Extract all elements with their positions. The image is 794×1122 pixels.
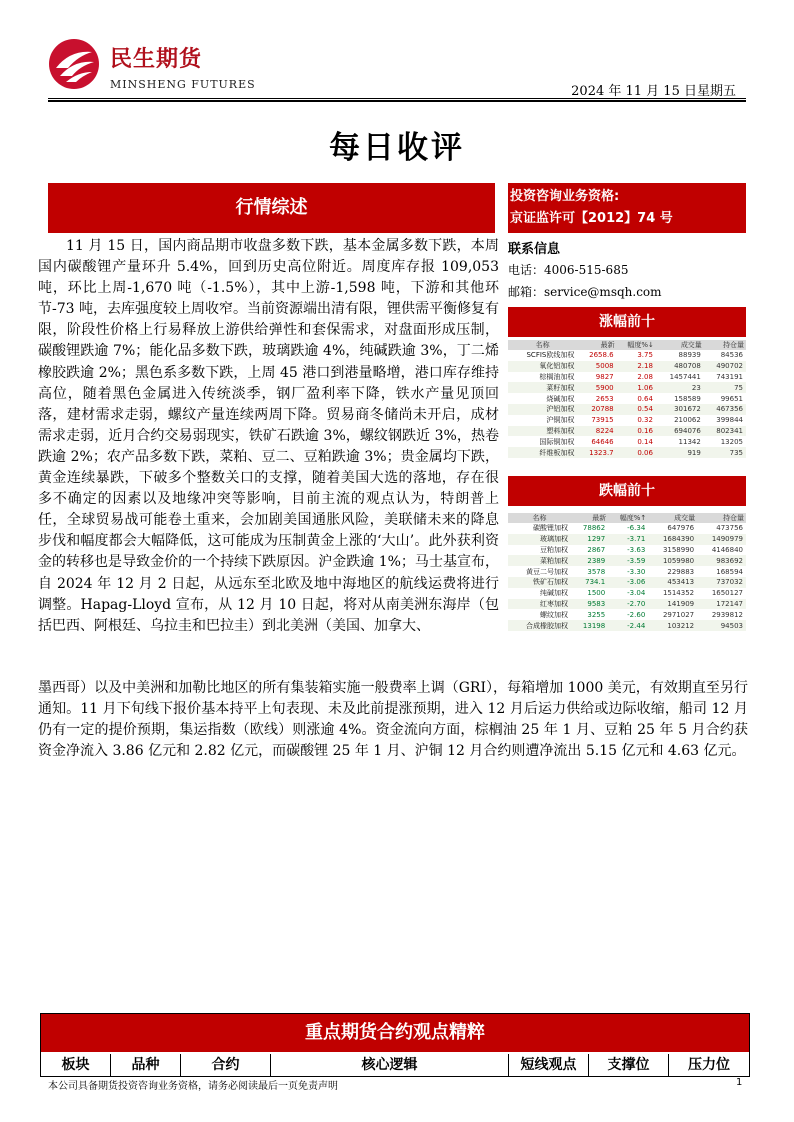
gainers-cell: 0.64 [637, 394, 653, 403]
losers-cell: -3.63 [627, 545, 646, 554]
contract-name: 国际铜加权 [539, 437, 575, 446]
key-contracts-columns [41, 1054, 749, 1076]
qualification-line-1: 投资咨询业务资格: [510, 189, 620, 204]
key-contracts-col-header: 板块 [41, 1054, 111, 1076]
contract-name: 合成橡胶加权 [508, 620, 571, 631]
contact-phone: 电话：4006-515-685 [508, 263, 629, 277]
key-contracts-col-header: 合约 [181, 1054, 271, 1076]
gainers-cell: 480708 [656, 361, 704, 372]
gainers-row [508, 372, 746, 383]
gainers-cell: 1323.7 [577, 447, 616, 458]
losers-cell: 2389 [571, 555, 608, 566]
losers-col-header: 成交量 [648, 513, 697, 523]
contract-name: 碳酸锂加权 [533, 524, 569, 533]
contract-name: 沪铝加权 [508, 404, 577, 415]
losers-cell: 13198 [571, 620, 608, 631]
losers-row [508, 609, 746, 620]
brand-name-cn: 民生期货 [110, 47, 203, 72]
brand-logo [48, 38, 256, 98]
losers-row [508, 545, 746, 556]
key-contracts-col-header: 核心逻辑 [271, 1054, 509, 1076]
losers-cell: 734.1 [571, 577, 608, 588]
contract-name: 螺纹加权 [540, 610, 569, 619]
losers-row [508, 577, 746, 588]
key-contracts-col-header: 品种 [111, 1054, 181, 1076]
losers-col-header: 持仓量 [697, 513, 746, 523]
gainers-cell: 5008 [577, 361, 616, 372]
losers-cell: 1500 [587, 589, 606, 598]
contract-name: 棕榈油加权 [539, 372, 575, 381]
gainers-row [508, 393, 746, 404]
key-contracts-col-header: 短线观点 [509, 1054, 589, 1076]
minsheng-logo-icon [48, 38, 100, 90]
gainers-cell: 9827 [595, 372, 614, 381]
losers-row [508, 588, 746, 599]
gainers-col-header: 幅度%↓ [617, 340, 656, 350]
losers-cell: -2.70 [608, 599, 648, 610]
contract-name: 菜粕加权 [508, 555, 571, 566]
contract-name: 塑料加权 [508, 426, 577, 437]
gainers-cell: 11342 [678, 437, 701, 446]
gainers-cell: 802341 [704, 426, 746, 437]
losers-col-header: 最新 [571, 513, 608, 523]
gainers-cell: 8224 [577, 426, 616, 437]
losers-cell: 737032 [697, 577, 746, 588]
market-overview-paragraph: 11 月 15 日，国内商品期市收盘多数下跌，基本金属多数下跌，本周国内碳酸锂产量环升 5.4%，回到历史高位附近。周度库存报 109,053 吨，环比上周-1,670 吨（-1.5%），其中上游-1,598 吨，下游和其他环节-73 吨，去库强度较上周收窄。当前资源端出清有限，锂供需平衡修复有限，阶段性价格上行易释放上游供给弹性和套保需求，对盘面形成压制，碳酸锂跌逾 7%；能化品多数下跌，玻璃跌逾 4%，纯碱跌逾 3%，丁二烯橡胶跌逾 2%；黑色系多数下跌，上周 45 港口到港量略增，港口库存维持高位，随着黑色金属进入传统淡季，钢厂盈利率下降，铁水产量见顶回落，建材需求走弱，螺纹产量连续两周下降。贸易商冬储尚未开启，成材需求走弱，近月合约交易弱现实，铁矿石跌逾 3%，螺纹钢跌近 3%，热卷跌逾 2%；农产品多数下跌，菜粕、豆二、豆粕跌逾 3%；贵金属均下跌，黄金连续暴跌，下破多个整数关口的支撑，随着美国大选的落地，存在很多不确定的因素以及地缘冲突等影响，目前主流的观点认为，特朗普上任，全球贸易战可能卷土重来，会加剧美国通胀风险，美联储未来的降息步伐和幅度都会大幅降低，这可能成为压制黄金上涨的‘大山’。此外获利资金的转移也是导致金价的一个持续下跌原因。沪金跌逾 1%；马士基宣布，自 2024 年 12 月 2 日起，从远东至北欧及地中海地区的航线运费将进行调整。Hapag-Lloyd 宣布，从 12 月 10 日起，将对从南美洲东海岸（包括巴西、阿根廷、乌拉圭和巴拉圭）到北美洲（美国、加拿大、 [38, 238, 499, 634]
page-title: 每日收评 [329, 130, 465, 166]
losers-cell: 453413 [648, 577, 697, 588]
gainers-cell: 73915 [591, 416, 614, 425]
losers-cell: -3.71 [608, 534, 648, 545]
gainers-row [508, 436, 746, 447]
gainers-cell: 99651 [720, 394, 743, 403]
gainers-row [508, 404, 746, 415]
losers-cell: -6.34 [627, 524, 646, 533]
gainers-cell: 0.54 [617, 404, 656, 415]
gainers-cell: 210062 [674, 416, 701, 425]
losers-cell: 172147 [697, 599, 746, 610]
contract-name: 烧碱加权 [546, 394, 575, 403]
gainers-cell: 694076 [656, 426, 704, 437]
gainers-cell: 2653 [595, 394, 614, 403]
losers-heading: 跌幅前十 [508, 476, 746, 506]
losers-cell: -2.44 [608, 620, 648, 631]
qualification-box [508, 183, 746, 233]
losers-cell: 2867 [587, 545, 606, 554]
losers-cell: -2.60 [627, 610, 646, 619]
gainers-cell: 75 [704, 382, 746, 393]
gainers-cell: 1457441 [669, 372, 701, 381]
gainers-cell: 301672 [656, 404, 704, 415]
losers-cell: 1490979 [697, 534, 746, 545]
gainers-cell: 2.08 [637, 372, 653, 381]
gainers-cell: 467356 [704, 404, 746, 415]
contract-name: 红枣加权 [508, 599, 571, 610]
losers-cell: 4146840 [711, 545, 743, 554]
losers-cell: 1650127 [711, 589, 743, 598]
losers-cell: 1684390 [648, 534, 697, 545]
losers-row [508, 599, 746, 610]
gainers-cell: 399844 [716, 416, 743, 425]
market-overview-text [38, 236, 499, 637]
losers-cell: 647976 [667, 524, 695, 533]
losers-row [508, 620, 746, 631]
qualification-line-2: 京证监许可【2012】74 号 [510, 211, 673, 226]
gainers-row [508, 361, 746, 372]
losers-cell: 168594 [716, 567, 743, 576]
gainers-cell: 919 [656, 447, 704, 458]
losers-cell: 2971027 [662, 610, 695, 619]
gainers-cell: 64646 [591, 437, 614, 446]
losers-cell: 3255 [587, 610, 606, 619]
losers-row [508, 523, 746, 534]
gainers-row [508, 447, 746, 458]
losers-cell: 983692 [697, 555, 746, 566]
gainers-cell: 0.16 [617, 426, 656, 437]
losers-cell: 3578 [587, 567, 606, 576]
gainers-col-header: 最新 [577, 340, 616, 350]
losers-cell: 9583 [571, 599, 608, 610]
losers-cell: 78862 [582, 524, 606, 533]
contract-name: SCFIS欧线加权 [526, 351, 575, 360]
gainers-cell: 0.32 [637, 416, 653, 425]
brand-name-en: MINSHENG FUTURES [110, 78, 256, 91]
market-overview-heading: 行情综述 [48, 183, 495, 233]
losers-cell: 1297 [571, 534, 608, 545]
gainers-cell: 84536 [720, 351, 743, 360]
gainers-header-row [508, 340, 746, 350]
losers-col-header: 名称 [508, 513, 571, 523]
gainers-cell: 13205 [720, 437, 743, 446]
losers-header-row [508, 513, 746, 523]
gainers-cell: 88939 [678, 351, 701, 360]
gainers-cell: 5900 [577, 382, 616, 393]
gainers-col-header: 持仓量 [704, 340, 746, 350]
header-rule [48, 98, 746, 99]
gainers-cell: 2.18 [617, 361, 656, 372]
gainers-cell: 20788 [577, 404, 616, 415]
market-overview-text-continued: 墨西哥）以及中美洲和加勒比地区的所有集装箱实施一般费率上调（GRI），每箱增加 1000 美元，有效期直至另行通知。11 月下旬线下报价基本持平上旬表现、未及此前提涨预期，进入 12 月后运力供给或边际收缩，船司 12 月仍有一定的提价预期，集运指数（欧线）则涨逾 4%。资金流向方面，棕榈油 25 年 1 月、豆粕 25 年 5 月合约获资金净流入 3.86 亿元和 2.82 亿元，而碳酸锂 25 年 1 月、沪铜 12 月合约则遭净流出 5.15 亿元和 4.63 亿元。 [38, 680, 748, 760]
losers-cell: 94503 [697, 620, 746, 631]
contract-name: 纯碱加权 [540, 589, 569, 598]
contract-name: 豆粕加权 [540, 545, 569, 554]
contract-name: 玻璃加权 [508, 534, 571, 545]
losers-table [508, 513, 746, 631]
gainers-col-header: 成交量 [656, 340, 704, 350]
key-contracts-heading: 重点期货合约观点精粹 [41, 1014, 749, 1052]
gainers-cell: 0.06 [617, 447, 656, 458]
losers-cell: 1059980 [648, 555, 697, 566]
contract-name: 氧化铝加权 [508, 361, 577, 372]
losers-cell: 3158990 [662, 545, 695, 554]
contract-name: 菜籽加权 [508, 382, 577, 393]
gainers-row [508, 382, 746, 393]
contract-name: 黄豆二号加权 [526, 567, 569, 576]
losers-col-header: 幅度%↑ [608, 513, 648, 523]
losers-cell: 141909 [648, 599, 697, 610]
gainers-cell: 2658.6 [589, 351, 614, 360]
disclaimer-note: 本公司具备期货投资咨询业务资格，请务必阅读最后一页免责声明 [48, 1081, 338, 1092]
losers-cell: -3.30 [627, 567, 646, 576]
gainers-cell: 743191 [716, 372, 743, 381]
gainers-cell: 3.75 [637, 351, 653, 360]
losers-row [508, 555, 746, 566]
gainers-cell: 490702 [704, 361, 746, 372]
gainers-row [508, 426, 746, 437]
losers-cell: 229883 [667, 567, 695, 576]
losers-cell: 2939812 [711, 610, 743, 619]
losers-cell: -3.59 [608, 555, 648, 566]
gainers-row [508, 415, 746, 426]
losers-row [508, 534, 746, 545]
gainers-cell: 735 [704, 447, 746, 458]
gainers-cell: 1.06 [617, 382, 656, 393]
losers-cell: 103212 [648, 620, 697, 631]
gainers-cell: 23 [656, 382, 704, 393]
contract-name: 沪铜加权 [546, 416, 575, 425]
losers-cell: 473756 [716, 524, 743, 533]
key-contracts-col-header: 压力位 [688, 1057, 730, 1073]
gainers-cell: 0.14 [637, 437, 653, 446]
header-rule-thick [48, 100, 746, 102]
report-date: 2024 年 11 月 15 日星期五 [571, 84, 736, 99]
gainers-table [508, 340, 746, 458]
contact-title: 联系信息 [508, 242, 561, 257]
contract-name: 铁矿石加权 [508, 577, 571, 588]
losers-row [508, 566, 746, 577]
gainers-cell: 158589 [674, 394, 701, 403]
contract-name: 纤维板加权 [508, 447, 577, 458]
losers-cell: -3.06 [608, 577, 648, 588]
page-number: 1 [736, 1077, 743, 1088]
losers-cell: 1514352 [662, 589, 695, 598]
gainers-col-header: 名称 [508, 340, 577, 350]
losers-cell: -3.04 [627, 589, 646, 598]
key-contracts-col-header: 支撑位 [589, 1054, 669, 1076]
gainers-row [508, 350, 746, 361]
contact-email: 邮箱：service@msqh.com [508, 285, 662, 299]
gainers-heading: 涨幅前十 [508, 307, 746, 337]
